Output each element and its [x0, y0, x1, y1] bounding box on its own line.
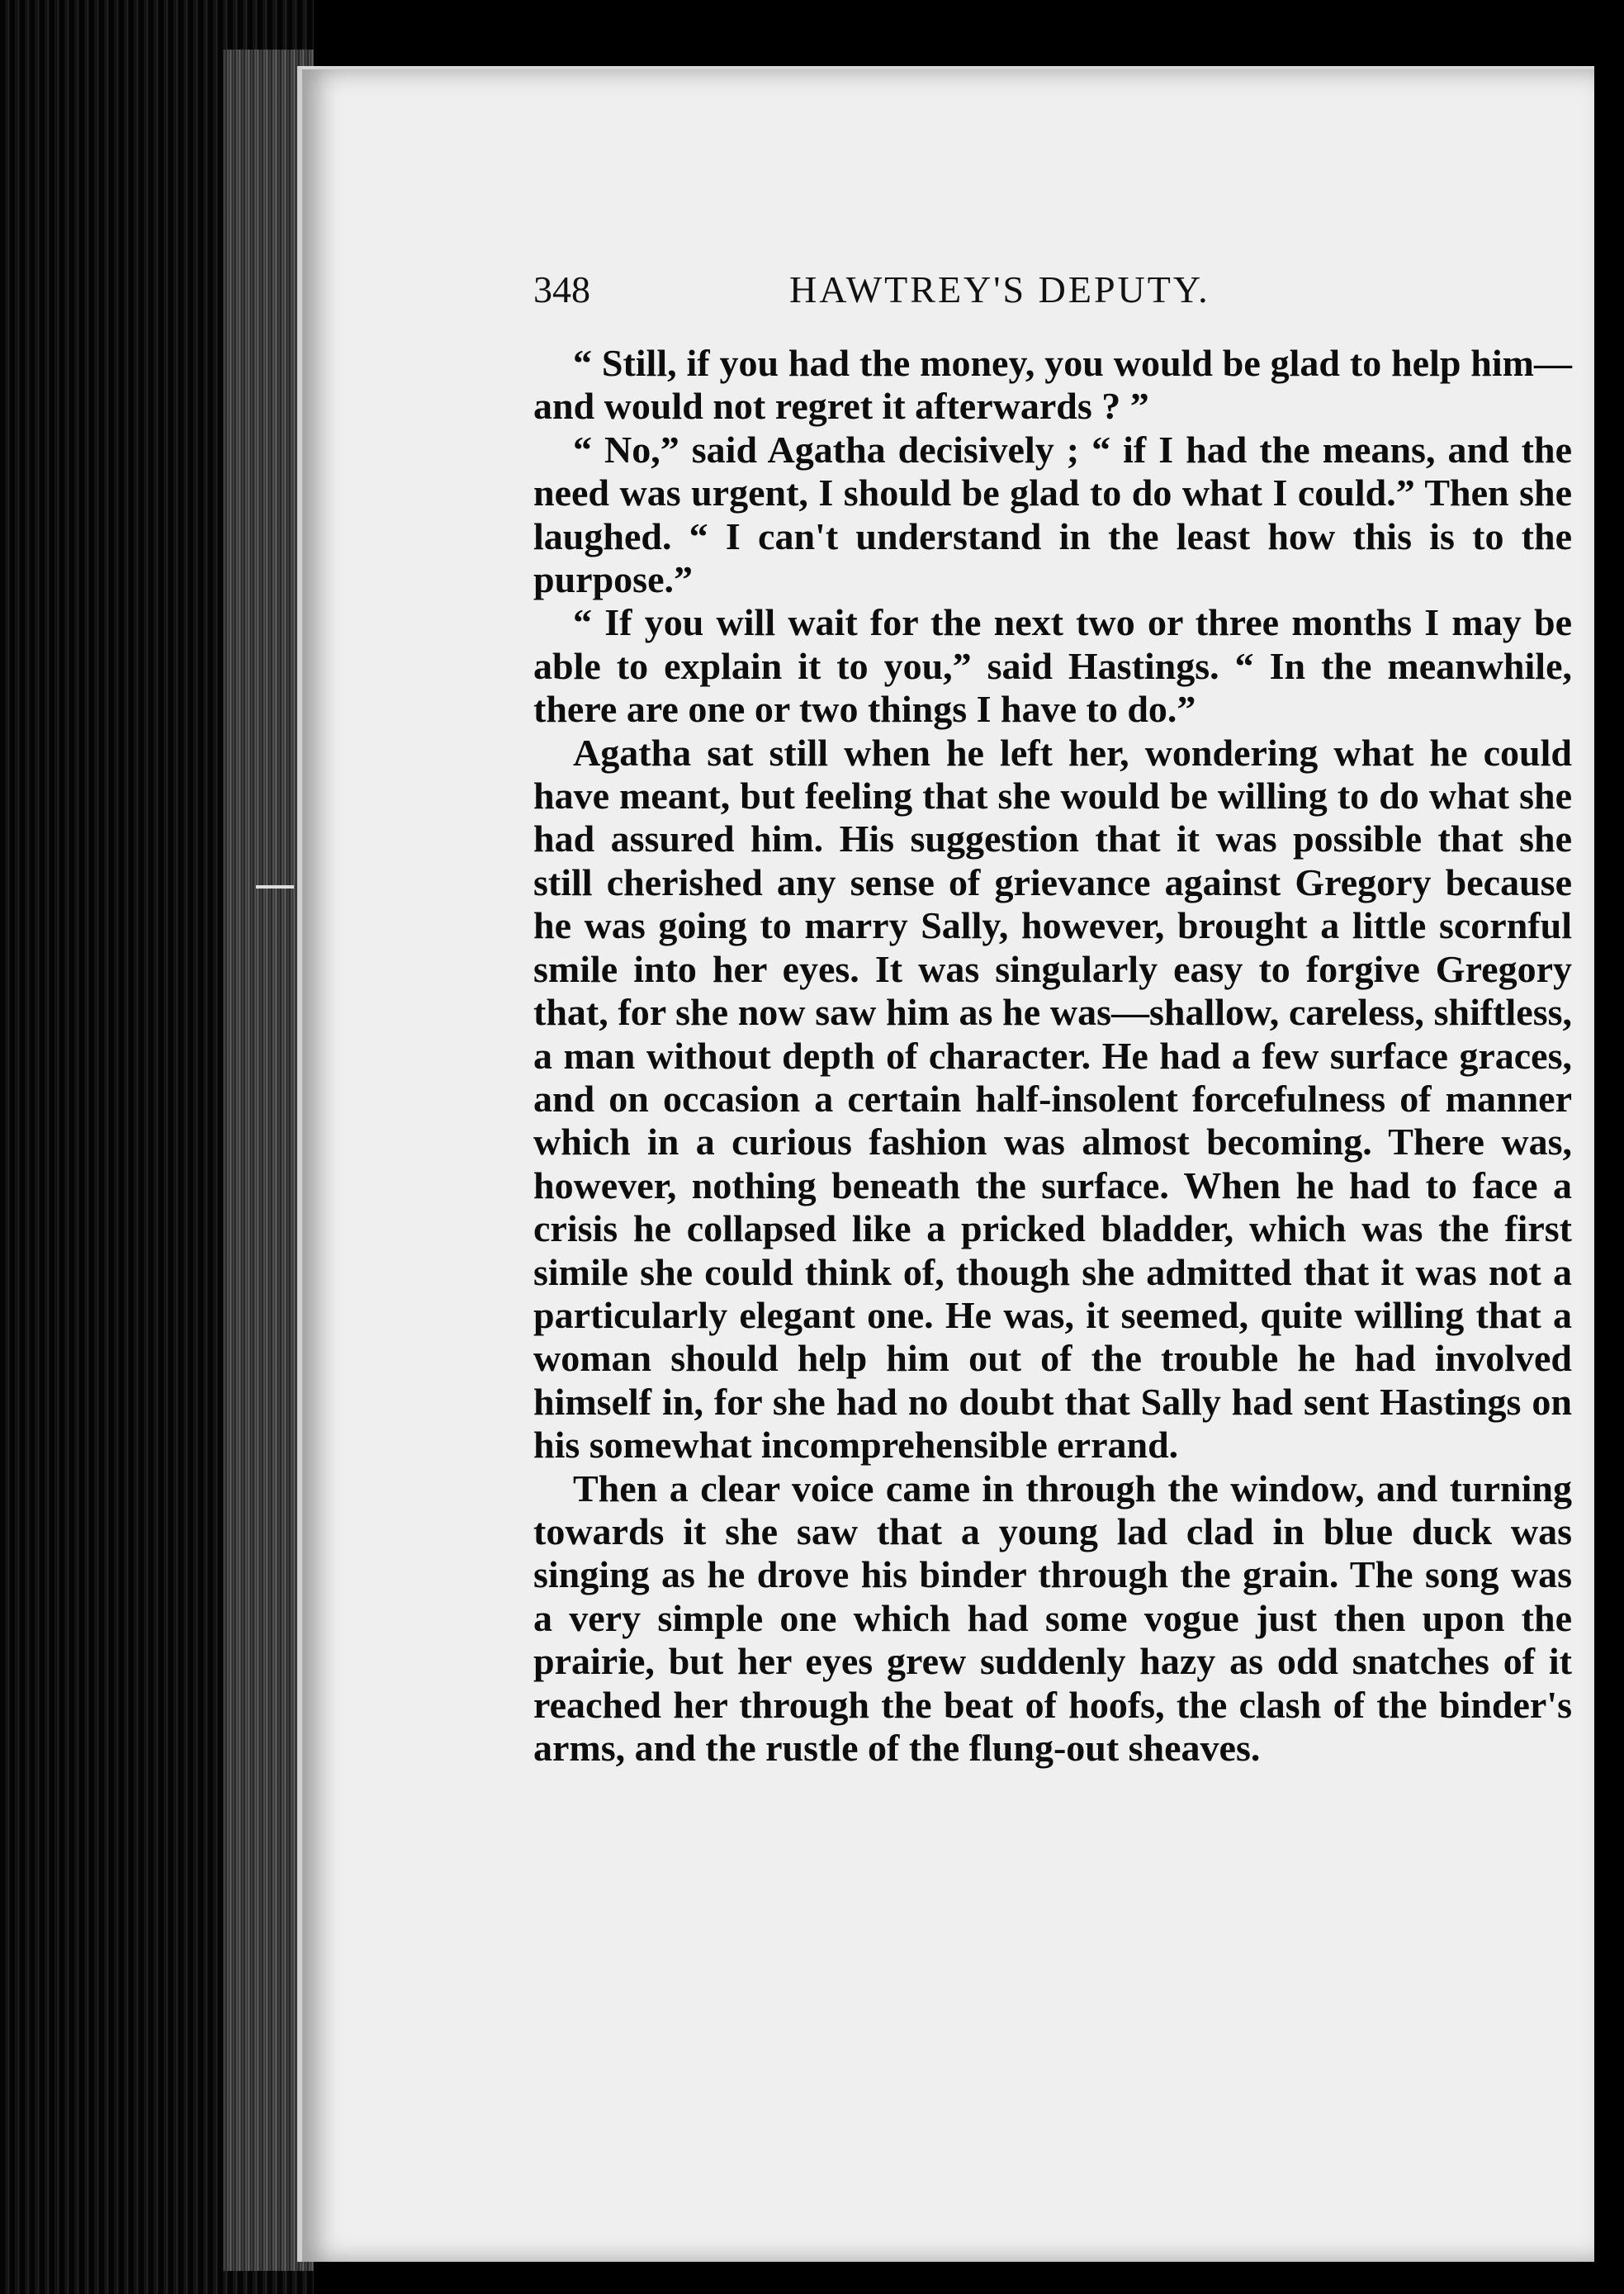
page-number: 348 — [533, 268, 590, 310]
paragraph: “ If you will wait for the next two or three months I may be able to explain it to you,” said Hastings. “ In the meanwhile, there are one or two things I have to do.” — [533, 601, 1572, 731]
paragraph: “ No,” said Agatha decisively ; “ if I had the means, and the need was urgent, I should be glad to do what I could.” Then she laughed. “ I can't understand in the least how this is to the purpose.” — [533, 428, 1572, 601]
paragraph: Then a clear voice came in through the window, and turning towards it she saw that a young lad clad in blue duck was singing as he drove his binder through the grain. The song was a very simple one which had some vogue just then upon the prairie, but her eyes grew suddenly hazy as odd snatches of it reached her through the beat of hoofs, the clash of the binder's arms, and the rustle of the flung-out sheaves. — [533, 1467, 1572, 1769]
margin-mark — [256, 885, 294, 889]
book-page — [297, 66, 1594, 2262]
paragraph: “ Still, if you had the money, you would be glad to help him—and would not regret it afterwards ? ” — [533, 342, 1572, 428]
body-text — [533, 342, 1572, 1770]
running-head: HAWTREY'S DEPUTY. — [789, 268, 1210, 310]
paragraph: Agatha sat still when he left her, wondering what he could have meant, but feeling that she would be willing to do what she had assured him. His suggestion that it was possible that she still cherished any sense of grievance against Gregory because he was going to marry Sally, however, brought a little scornful smile into her eyes. It was singularly easy to forgive Gregory that, for she now saw him as he was—shallow, careless, shiftless, a man without depth of character. He had a few surface graces, and on occasion a certain half-insolent forcefulness of manner which in a curious fashion was almost becoming. There was, however, nothing beneath the surface. When he had to face a crisis he collapsed like a pricked bladder, which was the first simile she could think of, though she admitted that it was not a particularly elegant one. He was, it seemed, quite willing that a woman should help him out of the trouble he had involved himself in, for she had no doubt that Sally had sent Hastings on his somewhat incomprehensible errand. — [533, 731, 1572, 1467]
page-header — [533, 268, 1572, 342]
page-content — [533, 268, 1572, 1770]
